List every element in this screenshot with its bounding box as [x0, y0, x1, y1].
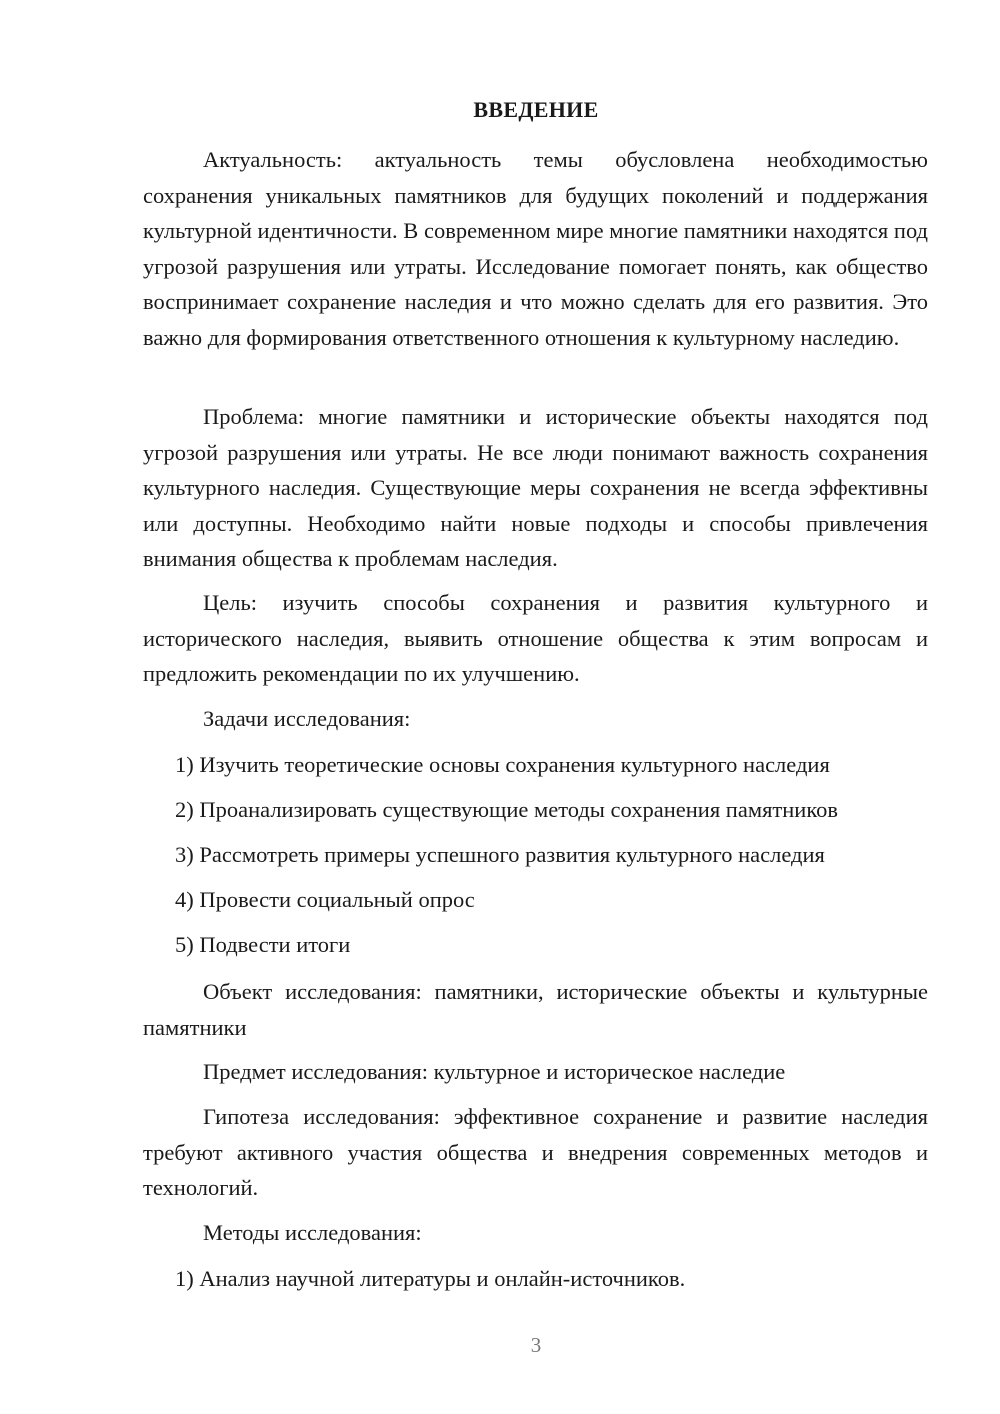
task-item-2: 2) Проанализировать существующие методы сохранения памятников	[175, 797, 838, 822]
task-item-1: 1) Изучить теоретические основы сохранения культурного наследия	[175, 752, 830, 777]
paragraph-object: Объект исследования: памятники, исторические объекты и культурные памятники	[143, 979, 928, 1040]
page-number: 3	[530, 1333, 542, 1357]
task-item-3: 3) Рассмотреть примеры успешного развития культурного наследия	[175, 842, 825, 867]
page-title: ВВЕДЕНИЕ	[473, 97, 599, 122]
paragraph-hypothesis: Гипотеза исследования: эффективное сохранение и развитие наследия требуют активного участия общества и внедрения современных методов и технологий.	[143, 1104, 928, 1200]
method-item-1: 1) Анализ научной литературы и онлайн-источников.	[175, 1266, 686, 1291]
task-item-5: 5) Подвести итоги	[175, 932, 351, 957]
paragraph-relevance: Актуальность: актуальность темы обусловлена необходимостью сохранения уникальных памятников для будущих поколений и поддержания культурной идентичности. В современном мире многие памятники находятся под угрозой разрушения или утраты. Исследование помогает понять, как общество воспринимает сохранение наследия и что можно сделать для его развития. Это важно для формирования ответственного отношения к культурному наследию.	[143, 147, 928, 350]
paragraph-problem: Проблема: многие памятники и исторические объекты находятся под угрозой разрушения или утраты. Не все люди понимают важность сохранения культурного наследия. Существующие меры сохранения не всегда эффективны или доступны. Необходимо найти новые подходы и способы привлечения внимания общества к проблемам наследия.	[143, 404, 928, 571]
tasks-heading: Задачи исследования:	[203, 706, 411, 731]
task-item-4: 4) Провести социальный опрос	[175, 887, 475, 912]
paragraph-subject: Предмет исследования: культурное и историческое наследие	[203, 1059, 786, 1084]
paragraph-goal: Цель: изучить способы сохранения и развития культурного и исторического наследия, выявить отношение общества к этим вопросам и предложить рекомендации по их улучшению.	[143, 590, 928, 686]
methods-heading: Методы исследования:	[203, 1220, 422, 1245]
